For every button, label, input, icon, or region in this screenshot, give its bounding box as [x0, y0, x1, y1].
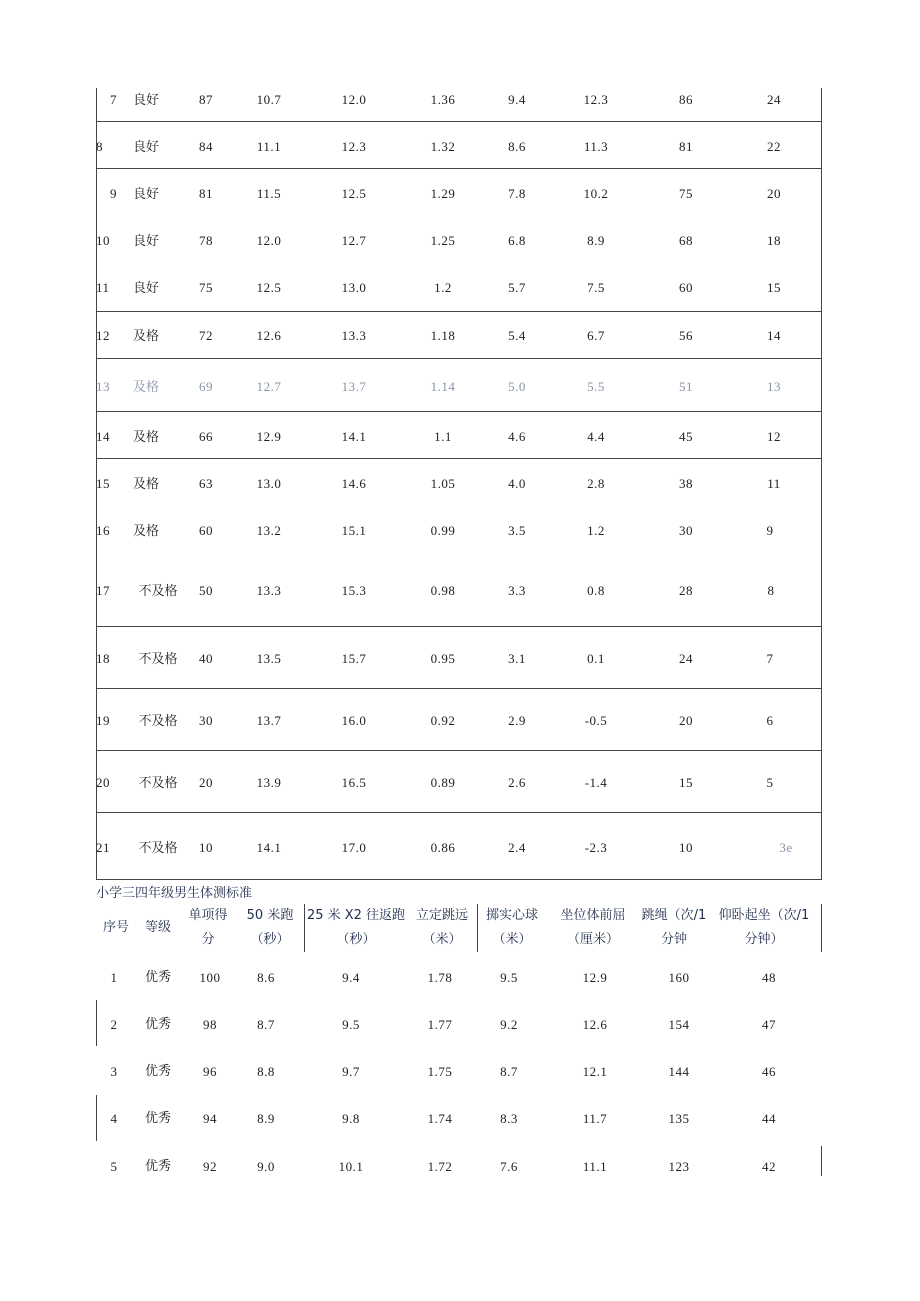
score-value: 96 [203, 1064, 217, 1079]
grade-label: 及格 [132, 477, 159, 492]
ball-value: 5.0 [508, 379, 526, 394]
shuttle-value: 13.0 [341, 280, 367, 295]
score-value: 20 [199, 775, 213, 790]
run50-value: 13.7 [256, 713, 282, 728]
rope-value: 144 [668, 1064, 690, 1079]
jump-value: 1.32 [430, 139, 456, 154]
rope-value: 60 [679, 280, 693, 295]
row-number: 17 [96, 583, 110, 598]
score-value: 84 [199, 139, 213, 154]
score-value: 92 [203, 1159, 217, 1174]
score-value: 66 [199, 429, 213, 444]
rope-value: 123 [668, 1159, 690, 1174]
situp-value: 8 [767, 583, 775, 598]
shuttle-value: 9.8 [342, 1111, 360, 1126]
row-number: 9 [110, 186, 117, 201]
rope-value: 135 [668, 1111, 690, 1126]
score-value: 75 [199, 280, 213, 295]
jump-value: 0.98 [430, 583, 456, 598]
ball-value: 3.5 [508, 523, 526, 538]
row-number: 19 [96, 713, 110, 728]
sitreach-value: 7.5 [587, 280, 605, 295]
run50-value: 13.5 [256, 651, 282, 666]
row-number: 21 [96, 840, 110, 855]
jump-value: 1.77 [427, 1017, 453, 1032]
jump-value: 1.2 [434, 280, 452, 295]
table-title: 小学三四年级男生体测标准 [96, 886, 253, 901]
table1-rule [96, 750, 822, 751]
sitreach-value: 12.9 [582, 970, 608, 985]
run50-value: 13.0 [256, 476, 282, 491]
jump-value: 1.14 [430, 379, 456, 394]
score-value: 78 [199, 233, 213, 248]
grade-label: 良好 [132, 187, 159, 202]
rope-value: 45 [679, 429, 693, 444]
run50-value: 8.8 [257, 1064, 275, 1079]
run50-value: 10.7 [256, 92, 282, 107]
score-value: 98 [203, 1017, 217, 1032]
score-value: 81 [199, 186, 213, 201]
situp-value: 20 [767, 186, 781, 201]
grade-label: 不及格 [138, 584, 178, 599]
rope-value: 51 [679, 379, 693, 394]
ball-value: 8.7 [500, 1064, 518, 1079]
situp-value: 5 [766, 775, 774, 790]
row-number: 18 [96, 651, 110, 666]
situp-value: 12 [767, 429, 781, 444]
row-number: 20 [96, 775, 110, 790]
rope-value: 68 [679, 233, 693, 248]
sitreach-value: 8.9 [587, 233, 605, 248]
run50-value: 11.5 [256, 186, 282, 201]
header-situp: 仰卧起坐（次/1 分钟） [718, 908, 810, 947]
ball-value: 3.3 [508, 583, 526, 598]
jump-value: 0.86 [430, 840, 456, 855]
rope-value: 160 [668, 970, 690, 985]
row-number: 13 [96, 379, 110, 394]
rope-value: 20 [679, 713, 693, 728]
ball-value: 7.8 [508, 186, 526, 201]
score-value: 72 [199, 328, 213, 343]
table2-right-rule [821, 1146, 822, 1176]
row-number: 3 [110, 1064, 118, 1079]
sitreach-value: 11.7 [582, 1111, 608, 1126]
row-number: 5 [110, 1159, 118, 1174]
grade-label: 良好 [132, 234, 159, 249]
jump-value: 1.75 [427, 1064, 453, 1079]
row-number: 14 [96, 429, 110, 444]
ball-value: 4.0 [508, 476, 526, 491]
row-number: 2 [110, 1017, 118, 1032]
header-divider [821, 904, 822, 952]
situp-value: 22 [767, 139, 781, 154]
rope-value: 75 [679, 186, 693, 201]
sitreach-value: 12.6 [582, 1017, 608, 1032]
shuttle-value: 9.7 [342, 1064, 360, 1079]
header-shuttle: 25 米 X2 往返跑 （秒） [306, 908, 406, 947]
grade-label: 优秀 [144, 1064, 171, 1079]
rope-value: 30 [679, 523, 693, 538]
sitreach-value: 1.2 [587, 523, 605, 538]
rope-value: 24 [679, 651, 693, 666]
sitreach-value: 11.1 [582, 1159, 608, 1174]
ball-value: 9.4 [508, 92, 526, 107]
score-value: 10 [199, 840, 213, 855]
jump-value: 1.36 [430, 92, 456, 107]
run50-value: 8.7 [257, 1017, 275, 1032]
header-divider [304, 904, 305, 952]
grade-label: 及格 [132, 380, 159, 395]
jump-value: 1.29 [430, 186, 456, 201]
jump-value: 1.18 [430, 328, 456, 343]
ball-value: 2.6 [508, 775, 526, 790]
table1-rule [96, 121, 822, 122]
shuttle-value: 9.4 [342, 970, 360, 985]
run50-value: 8.6 [257, 970, 275, 985]
rope-value: 10 [679, 840, 693, 855]
situp-value: 14 [767, 328, 781, 343]
situp-value: 18 [767, 233, 781, 248]
jump-value: 1.1 [434, 429, 452, 444]
grade-label: 优秀 [144, 1111, 171, 1126]
jump-value: 1.05 [430, 476, 456, 491]
sitreach-value: 4.4 [587, 429, 605, 444]
header-sitreach: 坐位体前屈 （厘米） [560, 908, 626, 947]
table1-right-border [821, 88, 822, 880]
sitreach-value: 0.8 [587, 583, 605, 598]
shuttle-value: 14.6 [341, 476, 367, 491]
row-number: 15 [96, 476, 110, 491]
ball-value: 7.6 [500, 1159, 518, 1174]
ball-value: 8.3 [500, 1111, 518, 1126]
header-no: 序号 [102, 920, 129, 935]
run50-value: 12.0 [256, 233, 282, 248]
row-number: 16 [96, 523, 110, 538]
row-number: 7 [110, 92, 117, 107]
table1-rule [96, 812, 822, 813]
situp-value: 6 [766, 713, 774, 728]
grade-label: 优秀 [144, 970, 171, 985]
row-number: 1 [110, 970, 118, 985]
score-value: 30 [199, 713, 213, 728]
table1-rule [96, 411, 822, 412]
table1-rule [96, 358, 822, 359]
score-value: 69 [199, 379, 213, 394]
ball-value: 5.4 [508, 328, 526, 343]
grade-label: 及格 [132, 329, 159, 344]
score-value: 60 [199, 523, 213, 538]
situp-value: 24 [767, 92, 781, 107]
header-rope: 跳绳（次/1 分钟 [641, 908, 707, 947]
table1-rule [96, 168, 822, 169]
sitreach-value: 11.3 [583, 139, 609, 154]
grade-label: 良好 [132, 93, 159, 108]
jump-value: 1.72 [427, 1159, 453, 1174]
run50-value: 12.5 [256, 280, 282, 295]
grade-label: 不及格 [138, 841, 178, 856]
shuttle-value: 15.3 [341, 583, 367, 598]
table1-rule [96, 458, 822, 459]
rope-value: 28 [679, 583, 693, 598]
shuttle-value: 12.7 [341, 233, 367, 248]
row-number: 10 [96, 233, 110, 248]
shuttle-value: 12.5 [341, 186, 367, 201]
score-value: 63 [199, 476, 213, 491]
run50-value: 13.3 [256, 583, 282, 598]
jump-value: 1.74 [427, 1111, 453, 1126]
situp-value: 44 [762, 1111, 776, 1126]
row-number: 11 [96, 280, 110, 295]
row-number: 8 [96, 139, 103, 154]
rope-value: 15 [679, 775, 693, 790]
rope-value: 56 [679, 328, 693, 343]
rope-value: 86 [679, 92, 693, 107]
shuttle-value: 12.3 [341, 139, 367, 154]
run50-value: 14.1 [256, 840, 282, 855]
sitreach-value: -0.5 [584, 713, 608, 728]
row-number: 4 [110, 1111, 118, 1126]
grade-label: 良好 [132, 281, 159, 296]
header-grade: 等级 [144, 920, 171, 935]
run50-value: 12.6 [256, 328, 282, 343]
row-number: 12 [96, 328, 110, 343]
grade-label: 不及格 [138, 776, 178, 791]
shuttle-value: 13.3 [341, 328, 367, 343]
rope-value: 81 [679, 139, 693, 154]
grade-label: 不及格 [138, 652, 178, 667]
situp-value: 42 [762, 1159, 776, 1174]
ball-value: 5.7 [508, 280, 526, 295]
shuttle-value: 16.0 [341, 713, 367, 728]
run50-value: 12.9 [256, 429, 282, 444]
shuttle-value: 9.5 [342, 1017, 360, 1032]
run50-value: 11.1 [256, 139, 282, 154]
sitreach-value: -1.4 [584, 775, 608, 790]
sitreach-value: 6.7 [587, 328, 605, 343]
situp-value: 48 [762, 970, 776, 985]
run50-value: 12.7 [256, 379, 282, 394]
situp-value: 15 [767, 280, 781, 295]
situp-value: 47 [762, 1017, 776, 1032]
header-ball: 掷实心球 （米） [485, 908, 538, 947]
shuttle-value: 16.5 [341, 775, 367, 790]
table1-rule [96, 688, 822, 689]
shuttle-value: 17.0 [341, 840, 367, 855]
header-run50: 50 米跑 （秒） [246, 908, 294, 947]
ball-value: 9.5 [500, 970, 518, 985]
grade-label: 及格 [132, 524, 159, 539]
run50-value: 9.0 [257, 1159, 275, 1174]
ball-value: 2.4 [508, 840, 526, 855]
shuttle-value: 12.0 [341, 92, 367, 107]
shuttle-value: 10.1 [338, 1159, 364, 1174]
sitreach-value: 12.3 [583, 92, 609, 107]
ball-value: 8.6 [508, 139, 526, 154]
ball-value: 2.9 [508, 713, 526, 728]
ball-value: 9.2 [500, 1017, 518, 1032]
run50-value: 8.9 [257, 1111, 275, 1126]
score-value: 94 [203, 1111, 217, 1126]
header-score: 单项得 分 [188, 908, 228, 947]
situp-value: 7 [766, 651, 774, 666]
score-value: 40 [199, 651, 213, 666]
run50-value: 13.2 [256, 523, 282, 538]
sitreach-value: 12.1 [582, 1064, 608, 1079]
sitreach-value: 5.5 [587, 379, 605, 394]
table1-rule [96, 879, 822, 880]
rope-value: 38 [679, 476, 693, 491]
table1-rule [96, 311, 822, 312]
shuttle-value: 15.7 [341, 651, 367, 666]
jump-value: 1.25 [430, 233, 456, 248]
shuttle-value: 15.1 [341, 523, 367, 538]
ball-value: 3.1 [508, 651, 526, 666]
run50-value: 13.9 [256, 775, 282, 790]
grade-label: 良好 [132, 140, 159, 155]
grade-label: 优秀 [144, 1017, 171, 1032]
jump-value: 0.99 [430, 523, 456, 538]
sitreach-value: 10.2 [583, 186, 609, 201]
score-value: 50 [199, 583, 213, 598]
jump-value: 0.95 [430, 651, 456, 666]
grade-label: 优秀 [144, 1159, 171, 1174]
jump-value: 0.89 [430, 775, 456, 790]
jump-value: 1.78 [427, 970, 453, 985]
grade-label: 及格 [132, 430, 159, 445]
jump-value: 0.92 [430, 713, 456, 728]
rope-value: 154 [668, 1017, 690, 1032]
shuttle-value: 14.1 [341, 429, 367, 444]
ball-value: 6.8 [508, 233, 526, 248]
ball-value: 4.6 [508, 429, 526, 444]
score-value: 87 [199, 92, 213, 107]
situp-value: 13 [767, 379, 781, 394]
situp-value: 11 [767, 476, 781, 491]
sitreach-value: -2.3 [584, 840, 608, 855]
score-value: 100 [199, 970, 221, 985]
header-jump: 立定跳远 （米） [415, 908, 468, 947]
sitreach-value: 2.8 [587, 476, 605, 491]
grade-label: 不及格 [138, 714, 178, 729]
shuttle-value: 13.7 [341, 379, 367, 394]
situp-value: 9 [766, 523, 774, 538]
sitreach-value: 0.1 [587, 651, 605, 666]
situp-value: 3e [779, 840, 793, 855]
situp-value: 46 [762, 1064, 776, 1079]
table1-rule [96, 626, 822, 627]
